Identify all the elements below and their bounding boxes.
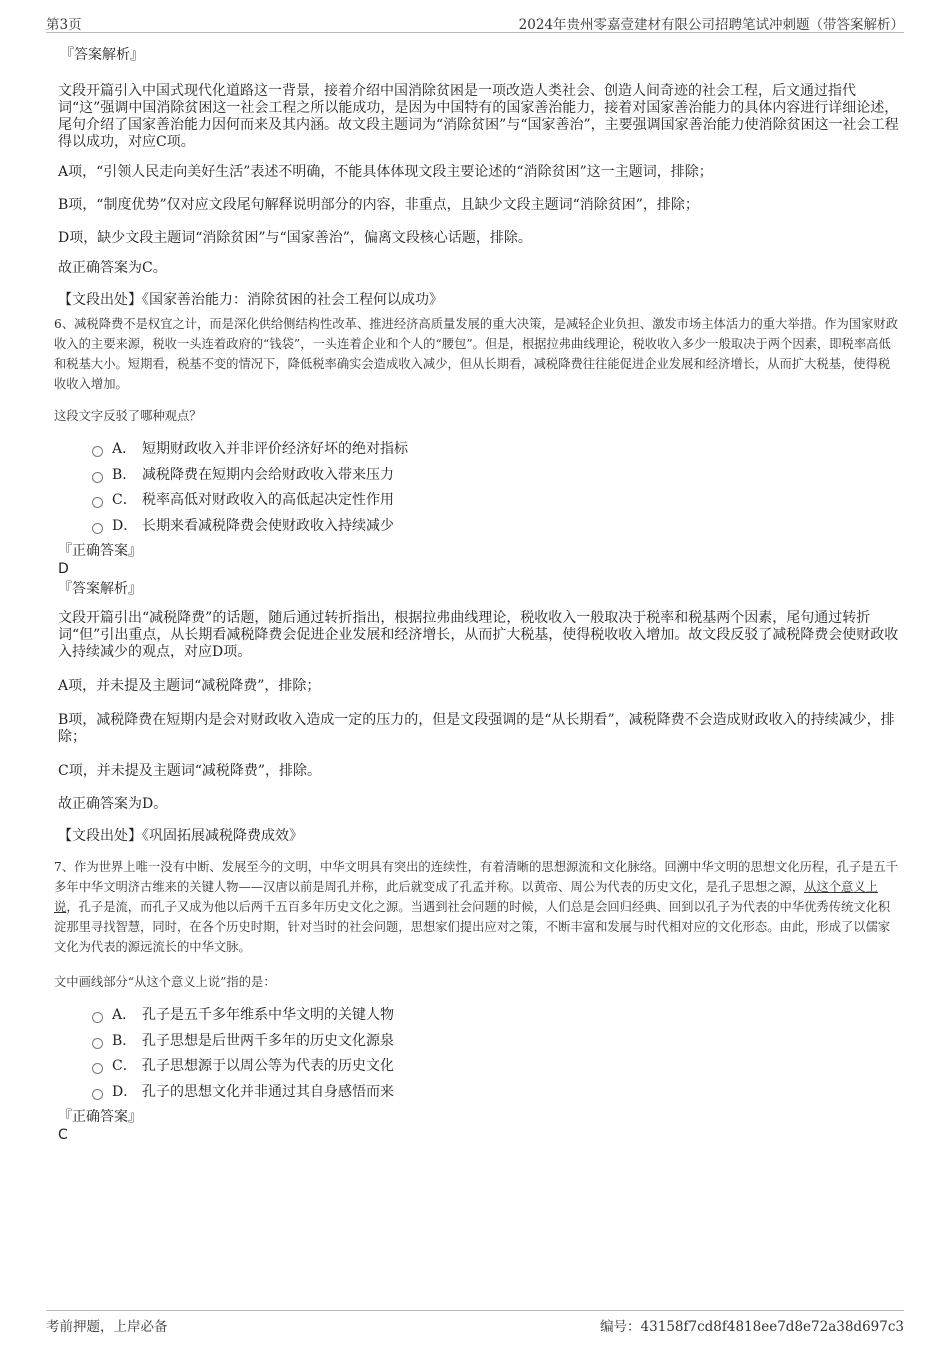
answer-value: C bbox=[58, 1127, 68, 1143]
analysis-label: 『答案解析』 bbox=[58, 581, 142, 597]
option-list bbox=[92, 437, 900, 539]
radio-icon[interactable] bbox=[92, 446, 103, 457]
question-text: 7、作为世界上唯一没有中断、发展至今的文明，中华文明具有突出的连续性，有着清晰的思想源流和文化脉络。回溯中华文明的思想文化历程，孔子是五千多年中华文明济古维来的关键人物——汉唐以前是周孔并称，此后就变成了孔孟并称。以黄帝、周公为代表的历史文化，是孔子思想之源，从这个意义上说，孔子是流，而孔子又成为他以后两千五百多年历史文化之源。当遇到社会问题的时候，人们总是会回归经典、回到以孔子为代表的中华优秀传统文化积淀那里寻找智慧，同时，在各个历史时期，针对当时的社会问题，思想家们提出应对之策，不断丰富和发展与时代相对应的文化形态。由此，形成了以儒家文化为代表的源远流长的中华文脉。 bbox=[54, 860, 899, 954]
question-prompt: 文中画线部分“从这个意义上说”指的是： bbox=[54, 975, 276, 989]
answer-label: 『正确答案』 bbox=[58, 1109, 142, 1125]
radio-icon[interactable] bbox=[92, 497, 103, 508]
question-prompt: 这段文字反驳了哪种观点？ bbox=[54, 409, 202, 423]
radio-icon[interactable] bbox=[92, 1063, 103, 1074]
page-header bbox=[46, 10, 904, 33]
q7-answer bbox=[58, 1108, 900, 1144]
source-citation: 【文段出处】《巩固拓展减税降费成效》 bbox=[58, 828, 303, 844]
source-citation: 【文段出处】《国家善治能力：消除贫困的社会工程何以成功》 bbox=[58, 292, 443, 308]
underlined-phrase: 从这个意义上说 bbox=[54, 880, 878, 914]
analysis-label: 『答案解析』 bbox=[60, 47, 144, 63]
page-number: 第3页 bbox=[46, 17, 82, 33]
question-text: 6、减税降费不是权宜之计，而是深化供给侧结构性改革、推进经济高质量发展的重大决策，是减轻企业负担、激发市场主体活力的重大举措。作为国家财政收入的主要来源，税收一头连着政府的“钱袋”，一头连着企业和个人的“腰包”。但是，根据拉弗曲线理论，税收收入多少一般取决于两个因素，即税率高低和税基大小。短期看，税基不变的情况下，降低税率确实会造成收入减少，但从长期看，减税降费往往能促进企业发展和经济增长，从而扩大税基，使得税收收入增加。 bbox=[54, 317, 899, 391]
radio-icon[interactable] bbox=[92, 1038, 103, 1049]
analysis-conclusion: 故正确答案为D。 bbox=[58, 796, 168, 812]
analysis-option-c: C项，并未提及主题词“减税降费”，排除。 bbox=[58, 763, 322, 779]
radio-icon[interactable] bbox=[92, 1089, 103, 1100]
q6-answer bbox=[58, 542, 900, 845]
question-7 bbox=[54, 857, 900, 1105]
page-footer bbox=[46, 1310, 904, 1335]
option-d[interactable]: D． 孔子的思想文化并非通过其自身感悟而来 bbox=[92, 1080, 900, 1106]
option-a[interactable]: A． 短期财政收入并非评价经济好坏的绝对指标 bbox=[92, 437, 900, 463]
option-a[interactable]: A． 孔子是五千多年维系中华文明的关键人物 bbox=[92, 1003, 900, 1029]
radio-icon[interactable] bbox=[92, 1012, 103, 1023]
document-title: 2024年贵州零嘉壹建材有限公司招聘笔试冲刺题（带答案解析） bbox=[518, 17, 904, 33]
analysis-conclusion: 故正确答案为C。 bbox=[58, 260, 167, 276]
analysis-text: 文段开篇引入中国式现代化道路这一背景，接着介绍中国消除贫困是一项改造人类社会、创造人间奇迹的社会工程，后文通过指代词“这”强调中国消除贫困这一社会工程之所以能成功，是因为中国特有的国家善治能力，接着对国家善治能力的具体内容进行详细论述，尾句介绍了国家善治能力因何而来及其内涵。故文段主题词为“消除贫困”与“国家善治”，主要强调国家善治能力使消除贫困这一社会工程得以成功，对应C项。 bbox=[58, 83, 899, 150]
option-d[interactable]: D． 长期来看减税降费会使财政收入持续减少 bbox=[92, 514, 900, 540]
question-6 bbox=[54, 314, 900, 539]
analysis-option-a: A项，并未提及主题词“减税降费”，排除； bbox=[58, 678, 321, 694]
analysis-option-b: B项，减税降费在短期内是会对财政收入造成一定的压力的，但是文段强调的是“从长期看”，减税降费不会造成财政收入的持续减少，排除； bbox=[58, 712, 895, 745]
analysis-option-b: B项，“制度优势”仅对应文段尾句解释说明部分的内容，非重点，且缺少文段主题词“消除贫困”，排除； bbox=[58, 197, 699, 213]
option-b[interactable]: B． 减税降费在短期内会给财政收入带来压力 bbox=[92, 463, 900, 489]
option-c[interactable]: C． 孔子思想源于以周公等为代表的历史文化 bbox=[92, 1054, 900, 1080]
radio-icon[interactable] bbox=[92, 472, 103, 483]
page-content bbox=[54, 46, 900, 1144]
option-c[interactable]: C． 税率高低对财政收入的高低起决定性作用 bbox=[92, 488, 900, 514]
footer-slogan: 考前押题，上岸必备 bbox=[46, 1319, 168, 1335]
option-list bbox=[92, 1003, 900, 1105]
radio-icon[interactable] bbox=[92, 523, 103, 534]
answer-label: 『正确答案』 bbox=[58, 543, 142, 559]
q5-analysis bbox=[58, 46, 900, 309]
answer-value: D bbox=[58, 561, 69, 577]
analysis-option-a: A项，“引领人民走向美好生活”表述不明确，不能具体体现文段主要论述的“消除贫困”这一主题词，排除； bbox=[58, 164, 713, 180]
analysis-text: 文段开篇引出“减税降费”的话题，随后通过转折指出，根据拉弗曲线理论，税收收入一般取决于税率和税基两个因素，尾句通过转折词“但”引出重点，从长期看减税降费会促进企业发展和经济增长，从而扩大税基，使得税收收入增加。故文段反驳了减税降费会使财政收入持续减少的观点，对应D项。 bbox=[58, 610, 899, 660]
option-b[interactable]: B． 孔子思想是后世两千多年的历史文化源泉 bbox=[92, 1029, 900, 1055]
analysis-option-d: D项，缺少文段主题词“消除贫困”与“国家善治”，偏离文段核心话题，排除。 bbox=[58, 230, 532, 246]
document-id: 编号：43158f7cd8f4818ee7d8e72a38d697c3 bbox=[600, 1319, 904, 1335]
